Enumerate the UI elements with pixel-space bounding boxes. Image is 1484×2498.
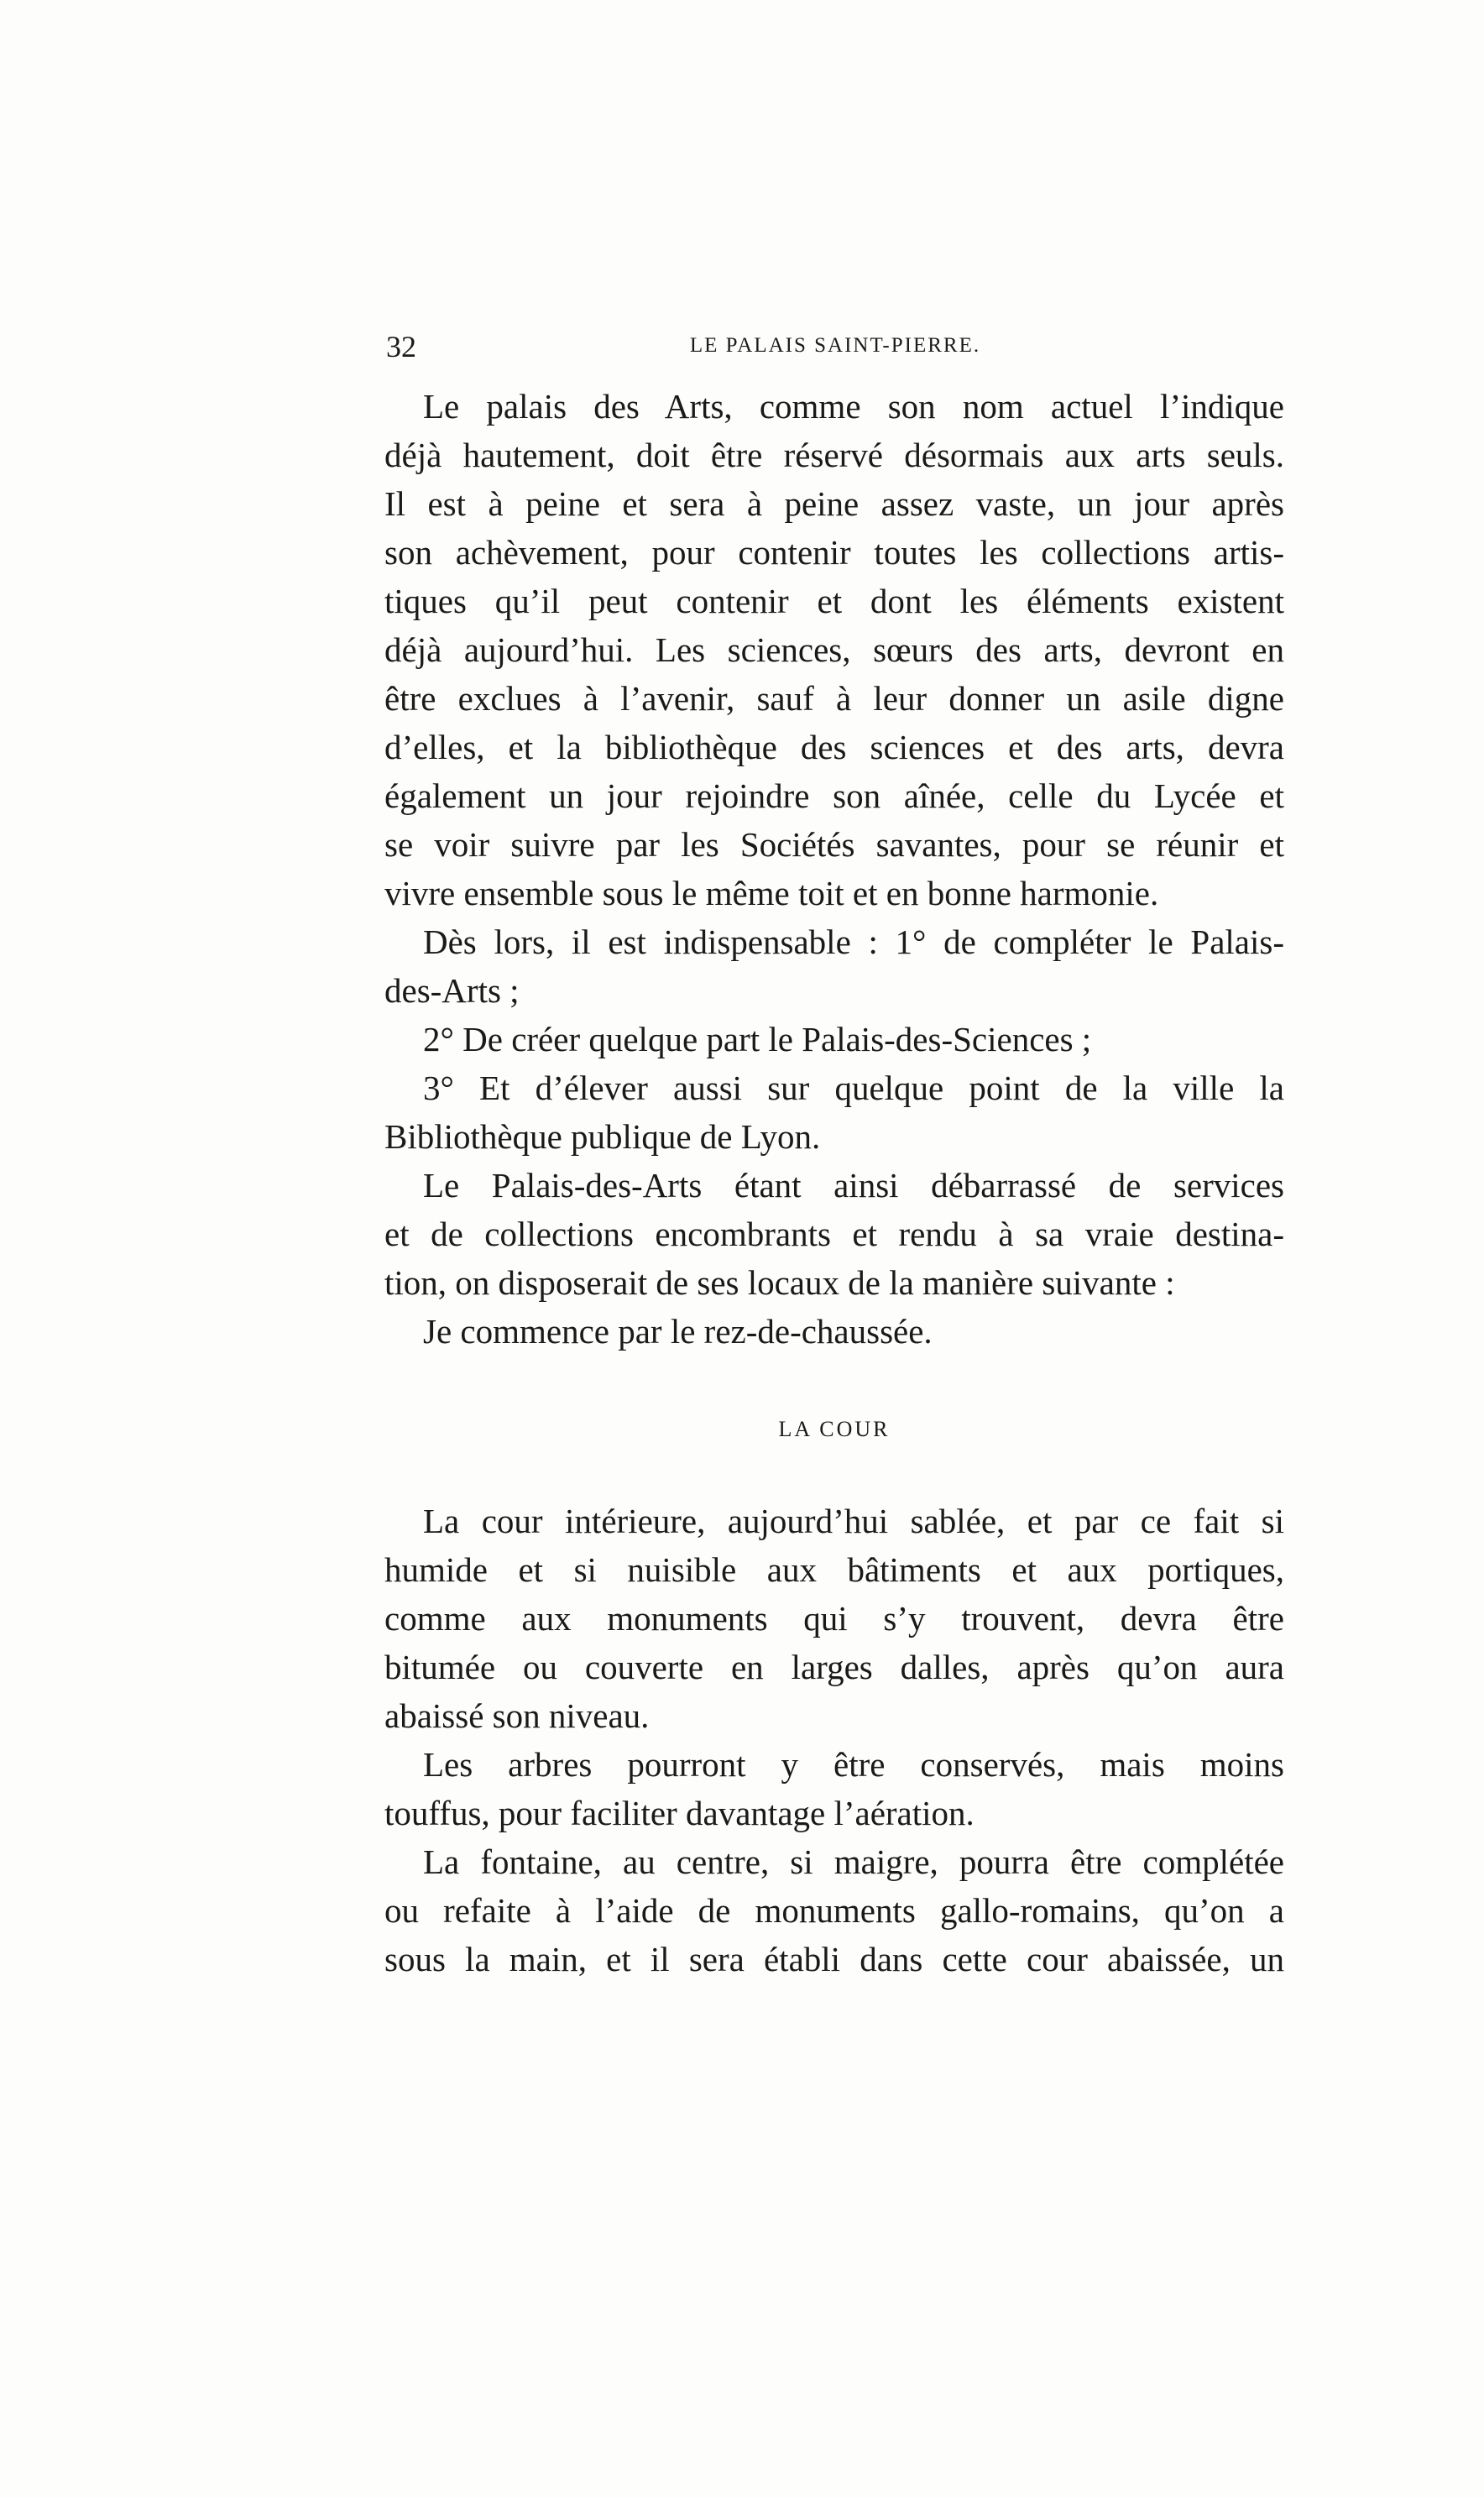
text-line: Les arbres pourront y être conservés, mais moins: [423, 1745, 1284, 1784]
paragraph: [384, 1837, 1284, 1983]
text-line: La fontaine, au centre, si maigre, pourra être complétée: [423, 1842, 1284, 1881]
text-line: déjà hautement, doit être réservé désormais aux arts seuls.: [384, 436, 1284, 474]
text-line: touffus, pour faciliter davantage l’aération.: [384, 1794, 975, 1832]
text-line: Je commence par le rez-de-chaussée.: [423, 1312, 933, 1351]
text-line: sous la main, et il sera établi dans cette cour abaissée, un: [384, 1940, 1284, 1978]
text-line: comme aux monuments qui s’y trouvent, devra être: [384, 1599, 1284, 1638]
text-line: se voir suivre par les Sociétés savantes, pour se réunir et: [384, 825, 1284, 864]
text-line: tiques qu’il peut contenir et dont les éléments existent: [384, 582, 1284, 620]
running-title: LE PALAIS SAINT-PIERRE.: [689, 334, 981, 357]
paragraph: [384, 1063, 1284, 1161]
text-line: 3° Et d’élever aussi sur quelque point de la ville la: [423, 1069, 1284, 1107]
text-line: tion, on disposerait de ses locaux de la manière suivante :: [384, 1263, 1175, 1302]
text-line: d’elles, et la bibliothèque des sciences et des arts, devra: [384, 728, 1284, 766]
text-line: et de collections encombrants et rendu à sa vraie destina-: [384, 1215, 1284, 1253]
text-line: des-Arts ;: [384, 971, 520, 1010]
text-line: Le Palais-des-Arts étant ainsi débarrassé de services: [423, 1166, 1284, 1205]
text-line: humide et si nuisible aux bâtiments et aux portiques,: [384, 1550, 1284, 1589]
section-heading: LA COUR: [778, 1417, 891, 1441]
text-line: vivre ensemble sous le même toit et en bonne harmonie.: [384, 874, 1159, 912]
text-line: bitumée ou couverte en larges dalles, après qu’on aura: [384, 1648, 1284, 1686]
text-line: La cour intérieure, aujourd’hui sablée, et par ce fait si: [423, 1502, 1284, 1540]
paragraph: [384, 1161, 1284, 1307]
paragraph: [384, 1497, 1284, 1740]
text-line: également un jour rejoindre son aînée, celle du Lycée et: [384, 776, 1284, 815]
paragraph: [384, 1015, 1284, 1063]
text-line: Bibliothèque publique de Lyon.: [384, 1117, 821, 1156]
text-line: 2° De créer quelque part le Palais-des-Sciences ;: [423, 1020, 1092, 1058]
running-head: [386, 329, 1284, 366]
text-line: son achèvement, pour contenir toutes les collections artis-: [384, 533, 1284, 572]
body-text: [384, 382, 1284, 1983]
paragraph: [384, 1307, 1284, 1356]
text-line: être exclues à l’avenir, sauf à leur donner un asile digne: [384, 679, 1284, 718]
text-line: déjà aujourd’hui. Les sciences, sœurs des arts, devront en: [384, 630, 1284, 669]
text-line: ou refaite à l’aide de monuments gallo-romains, qu’on a: [384, 1891, 1284, 1930]
paragraph: [384, 382, 1284, 917]
paragraph: [384, 917, 1284, 1015]
text-line: Le palais des Arts, comme son nom actuel l’indique: [423, 387, 1284, 426]
paragraph: [384, 1740, 1284, 1837]
text-line: Il est à peine et sera à peine assez vaste, un jour après: [384, 484, 1284, 523]
page-number: 32: [386, 330, 416, 363]
text-line: Dès lors, il est indispensable : 1° de compléter le Palais-: [423, 922, 1284, 961]
text-line: abaissé son niveau.: [384, 1696, 650, 1735]
